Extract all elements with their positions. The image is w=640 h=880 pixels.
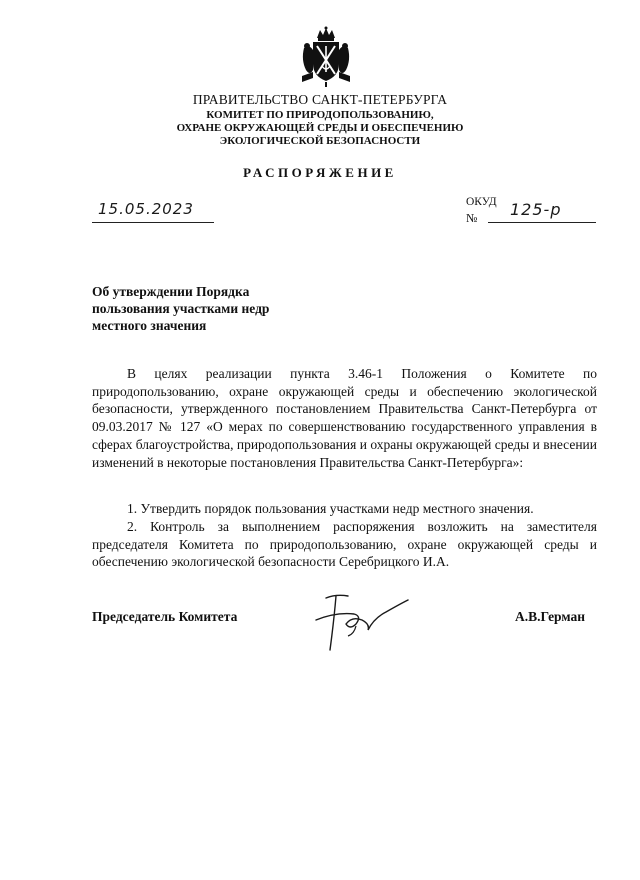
document-type: РАСПОРЯЖЕНИЕ (243, 165, 397, 180)
committee-name-line-3: ЭКОЛОГИЧЕСКОЙ БЕЗОПАСНОСТИ (219, 135, 421, 147)
org-name: ПРАВИТЕЛЬСТВО САНКТ-ПЕТЕРБУРГА (192, 92, 448, 107)
number-field (488, 200, 596, 223)
title-line: пользования участками недр (92, 301, 270, 316)
item-2-paragraph: 2. Контроль за выполнением распоряжения возложить на заместителя председателя Комитета по природопользованию, охране окружающей среды и обеспечению экологической безопасности Серебрицкого И.А. (92, 519, 597, 570)
number-value: 125-р (510, 200, 562, 219)
okud-label: ОКУД (466, 196, 497, 208)
signer-name: А.В.Герман (515, 609, 585, 624)
signer-position: Председатель Комитета (92, 609, 238, 624)
document-title (92, 283, 269, 334)
handwritten-signature-icon (296, 590, 416, 660)
title-line: Об утверждении Порядка (92, 284, 250, 299)
committee-name-line-1: КОМИТЕТ ПО ПРИРОДОПОЛЬЗОВАНИЮ, (206, 109, 434, 121)
date-field (92, 200, 214, 223)
number-label: № (466, 211, 478, 225)
title-line: местного значения (92, 318, 207, 333)
item-1-paragraph: 1. Утвердить порядок пользования участками недр местного значения. (127, 501, 534, 516)
committee-name-line-2: ОХРАНЕ ОКРУЖАЮЩЕЙ СРЕДЫ И ОБЕСПЕЧЕНИЮ (176, 122, 464, 134)
date-value: 15.05.2023 (98, 200, 194, 218)
preamble-paragraph: В целях реализации пункта 3.46-1 Положения о Комитете по природопользованию, охране окружающей среды и обеспечению экологической безопасности, утвержденного постановлением Правительства Санкт-Петербурга от 09.03.2017 № 127 «О мерах по совершенствованию государственного управления в сферах благоустройства, природопользования и охраны окружающей среды и внесении изменений в некоторые постановления Правительства Санкт-Петербурга»: (92, 366, 597, 470)
coat-of-arms-icon (300, 26, 352, 88)
